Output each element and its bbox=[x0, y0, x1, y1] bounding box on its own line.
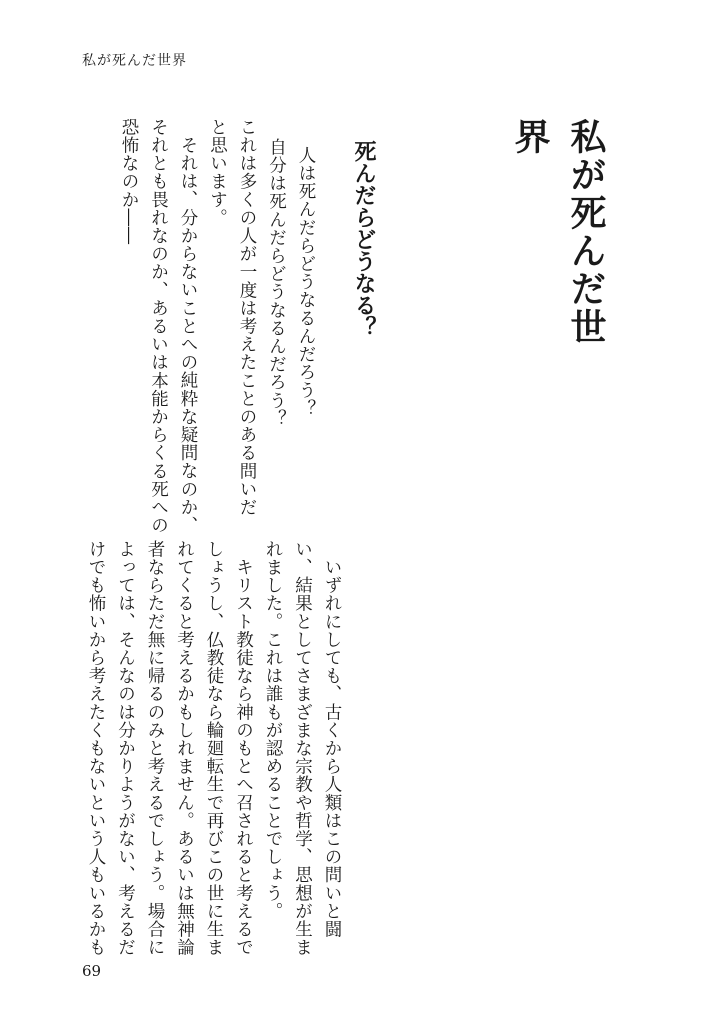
body-paragraphs bbox=[76, 540, 346, 957]
text-line: い、結果としてさまざまな宗教や哲学、思想が生ま bbox=[292, 540, 313, 957]
text-line: キリスト教徒なら神のもとへ召されると考えるで bbox=[233, 540, 254, 957]
text-line: しょうし、仏教徒なら輪廻転生で再びこの世に生ま bbox=[204, 540, 224, 957]
running-head: 私が死んだ世界 bbox=[82, 53, 187, 69]
text-line: 者ならただ無に帰るのみと考えるでしょう。場合に bbox=[145, 540, 165, 957]
text-line: いずれにしても、古くから人類はこの問いと闘 bbox=[322, 540, 342, 939]
text-line: それは、分からないことへの純粋な疑問なのか、 bbox=[178, 136, 198, 535]
text-line: 人は死んだらどうなるんだろう？ bbox=[296, 146, 316, 418]
text-line: よっては、そんなのは分かりようがない、考えるだ bbox=[115, 540, 136, 957]
text-line: けでも怖いから考えたくもないという人もいるかも bbox=[86, 540, 106, 957]
text-line: 自分は死んだらどうなるんだろう？ bbox=[266, 138, 287, 428]
page-number: 69 bbox=[82, 962, 102, 980]
text-line: と思います。 bbox=[207, 118, 228, 227]
chapter-title: 私が死んだ世界 bbox=[509, 118, 607, 346]
text-line: 恐怖なのか―― bbox=[119, 118, 139, 245]
text-line: これは多くの人が一度は考えたことのある問いだ bbox=[237, 118, 257, 517]
section-heading: 死んだらどうなる？ bbox=[351, 140, 377, 338]
upper-text-block bbox=[76, 118, 320, 535]
text-line: れてくると考えるかもしれません。あるいは無神論 bbox=[174, 540, 195, 957]
text-line: それとも畏れなのか、あるいは本能からくる死への bbox=[148, 118, 169, 535]
text-line: れました。これは誰もが認めることでしょう。 bbox=[263, 540, 283, 921]
